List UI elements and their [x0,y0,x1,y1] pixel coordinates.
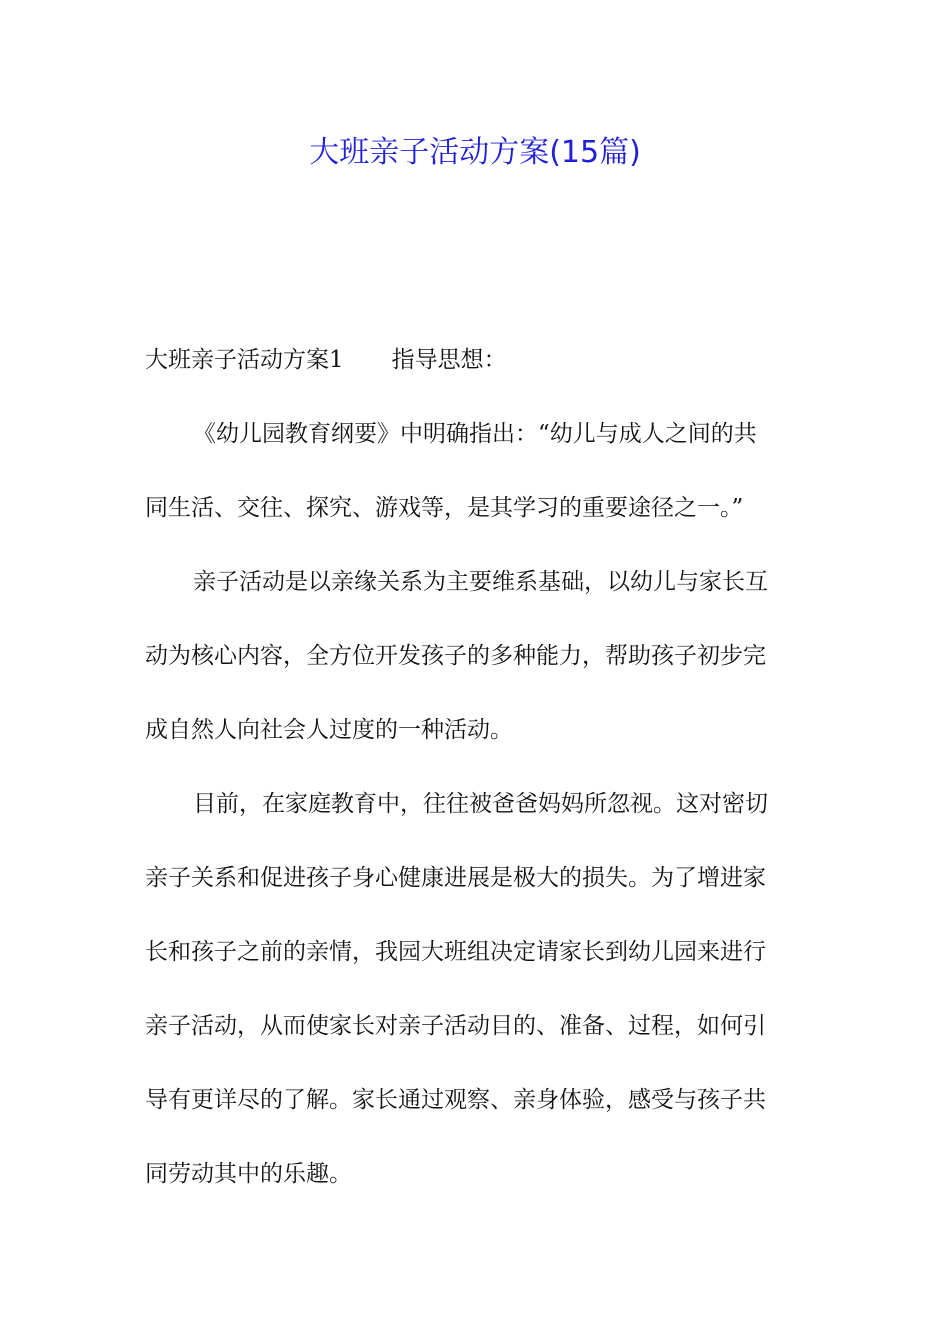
paragraph-line: 长和孩子之前的亲情，我园大班组决定请家长到幼儿园来进行 [145,939,766,965]
document-body [145,336,805,1224]
paragraph-line: 亲子活动，从而使家长对亲子活动目的、准备、过程，如何引 [145,1013,766,1039]
paragraph-line: 动为核心内容，全方位开发孩子的多种能力，帮助孩子初步完 [145,643,766,669]
paragraph-line: 同生活、交往、探究、游戏等，是其学习的重要途径之一。” [145,495,744,521]
paragraph-line: 亲子关系和促进孩子身心健康进展是极大的损失。为了增进家 [145,865,766,891]
paragraph-line: 导有更详尽的了解。家长通过观察、亲身体验，感受与孩子共 [145,1087,766,1113]
section-label: 指导思想： [391,347,507,373]
paragraph-line: 亲子活动是以亲缘关系为主要维系基础，以幼儿与家长互 [193,569,768,595]
paragraph-line: 同劳动其中的乐趣。 [145,1161,352,1187]
section-heading: 大班亲子活动方案1 [145,347,344,373]
document-title: 大班亲子活动方案(15篇) [309,135,641,170]
paragraph-line: 《幼儿园教育纲要》中明确指出：“幼儿与成人之间的共 [193,421,757,447]
paragraph-line: 成自然人向社会人过度的一种活动。 [145,717,513,743]
section-heading-line [145,336,805,410]
paragraph-line: 目前，在家庭教育中，往往被爸爸妈妈所忽视。这对密切 [193,791,768,817]
